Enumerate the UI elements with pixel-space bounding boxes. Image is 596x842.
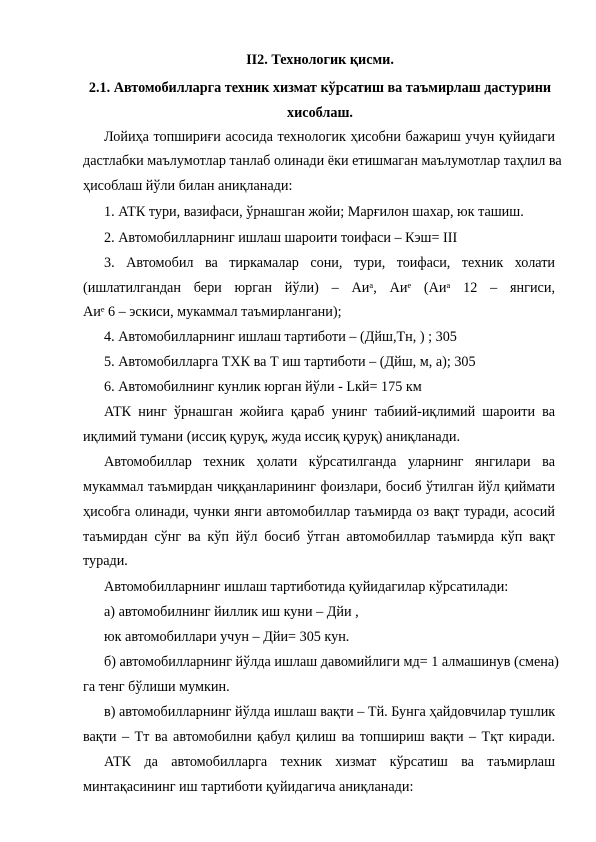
title-line-1: 2.1. Автомобилларга техник хизмат кўрсатиш ва таъмирлаш дастурини [88, 80, 552, 96]
paragraph-line: минтақасининг иш тартиботи қуйидагича аниқланади: [83, 779, 414, 795]
paragraph-line: Автомобилларнинг ишлаш тартиботида қуйидагилар кўрсатилади: [104, 579, 509, 595]
list-item: в) автомобилларнинг йўлда ишлаш вақти – Тй. Бунга ҳайдовчилар тушлик [104, 704, 556, 720]
list-item-cont: Аиᵉ 6 – эскиси, мукаммал таъмирлангани); [83, 304, 342, 320]
list-item-cont: (ишлатилгандан бери юрган йўли) – Аиᵃ, Аиᵉ (Аиᵃ 12 – янгиси, [83, 280, 555, 296]
list-item: а) автомобилнинг йиллик иш куни – Дйи , [104, 604, 359, 620]
paragraph-line: иқлимий тумани (иссиқ қуруқ, жуда иссиқ қуруқ) аниқланади. [83, 429, 461, 445]
paragraph-line: Лойиҳа топшириғи асосида технологик ҳисобни бажариш учун қуйидаги [104, 129, 555, 145]
paragraph-line: ҳисобга олинади, чунки янги автомобиллар таъмирда оз вақт туради, асосий [83, 504, 555, 520]
list-item-cont: вақти – Тт ва автомобилни қабул қилиш ва топшириш вақти – Тқт киради. [83, 729, 555, 745]
section-heading: II2. Технологик қисми. [246, 52, 394, 68]
list-item: 6. Автомобилнинг кунлик юрган йўли - Lкй= 175 км [104, 379, 422, 395]
paragraph-line: АТК нинг ўрнашган жойига қараб унинг табиий-иқлимий шароити ва [104, 404, 555, 420]
paragraph-line: мукаммал таъмирдан чиққанларининг фоизлари, босиб ўтилган йўл қиймати [83, 479, 555, 495]
list-item: б) автомобилларнинг йўлда ишлаш давомийлиги мд= 1 алмашинув (смена) [104, 654, 559, 670]
list-item: 3. Автомобил ва тиркамалар сони, тури, тоифаси, техник холати [104, 255, 555, 271]
paragraph-line: туради. [83, 553, 128, 569]
title-line-2: хисоблаш. [287, 105, 353, 121]
list-item-cont: га тенг бўлиши мумкин. [83, 679, 230, 695]
list-item: 4. Автомобилларнинг ишлаш тартиботи – (Дйш,Тн, ) ; 305 [104, 329, 457, 345]
paragraph-line: таъмирдан сўнг ва кўп йўл босиб ўтган автомобиллар таъмирда кўп вақт [83, 529, 555, 545]
paragraph-line: Автомобиллар техник ҳолати кўрсатилганда уларнинг янгилари ва [104, 454, 555, 470]
list-item: 5. Автомобилларга ТХК ва Т иш тартиботи – (Дйш, м, а); 305 [104, 354, 476, 370]
paragraph-line: ҳисоблаш йўли билан аниқланади: [83, 178, 293, 194]
paragraph-line: дастлабки маълумотлар танлаб олинади ёки етишмаган маълумотлар таҳлил ва [83, 153, 562, 169]
list-item: 1. АТК тури, вазифаси, ўрнашган жойи; Марғилон шахар, юк ташиш. [104, 204, 524, 220]
paragraph-line: АТК да автомобилларга техник хизмат кўрсатиш ва таъмирлаш [104, 754, 555, 770]
paragraph-line: юк автомобиллари учун – Дйи= 305 кун. [104, 629, 350, 645]
list-item: 2. Автомобилларнинг ишлаш шароити тоифаси – Кэш= III [104, 230, 458, 246]
